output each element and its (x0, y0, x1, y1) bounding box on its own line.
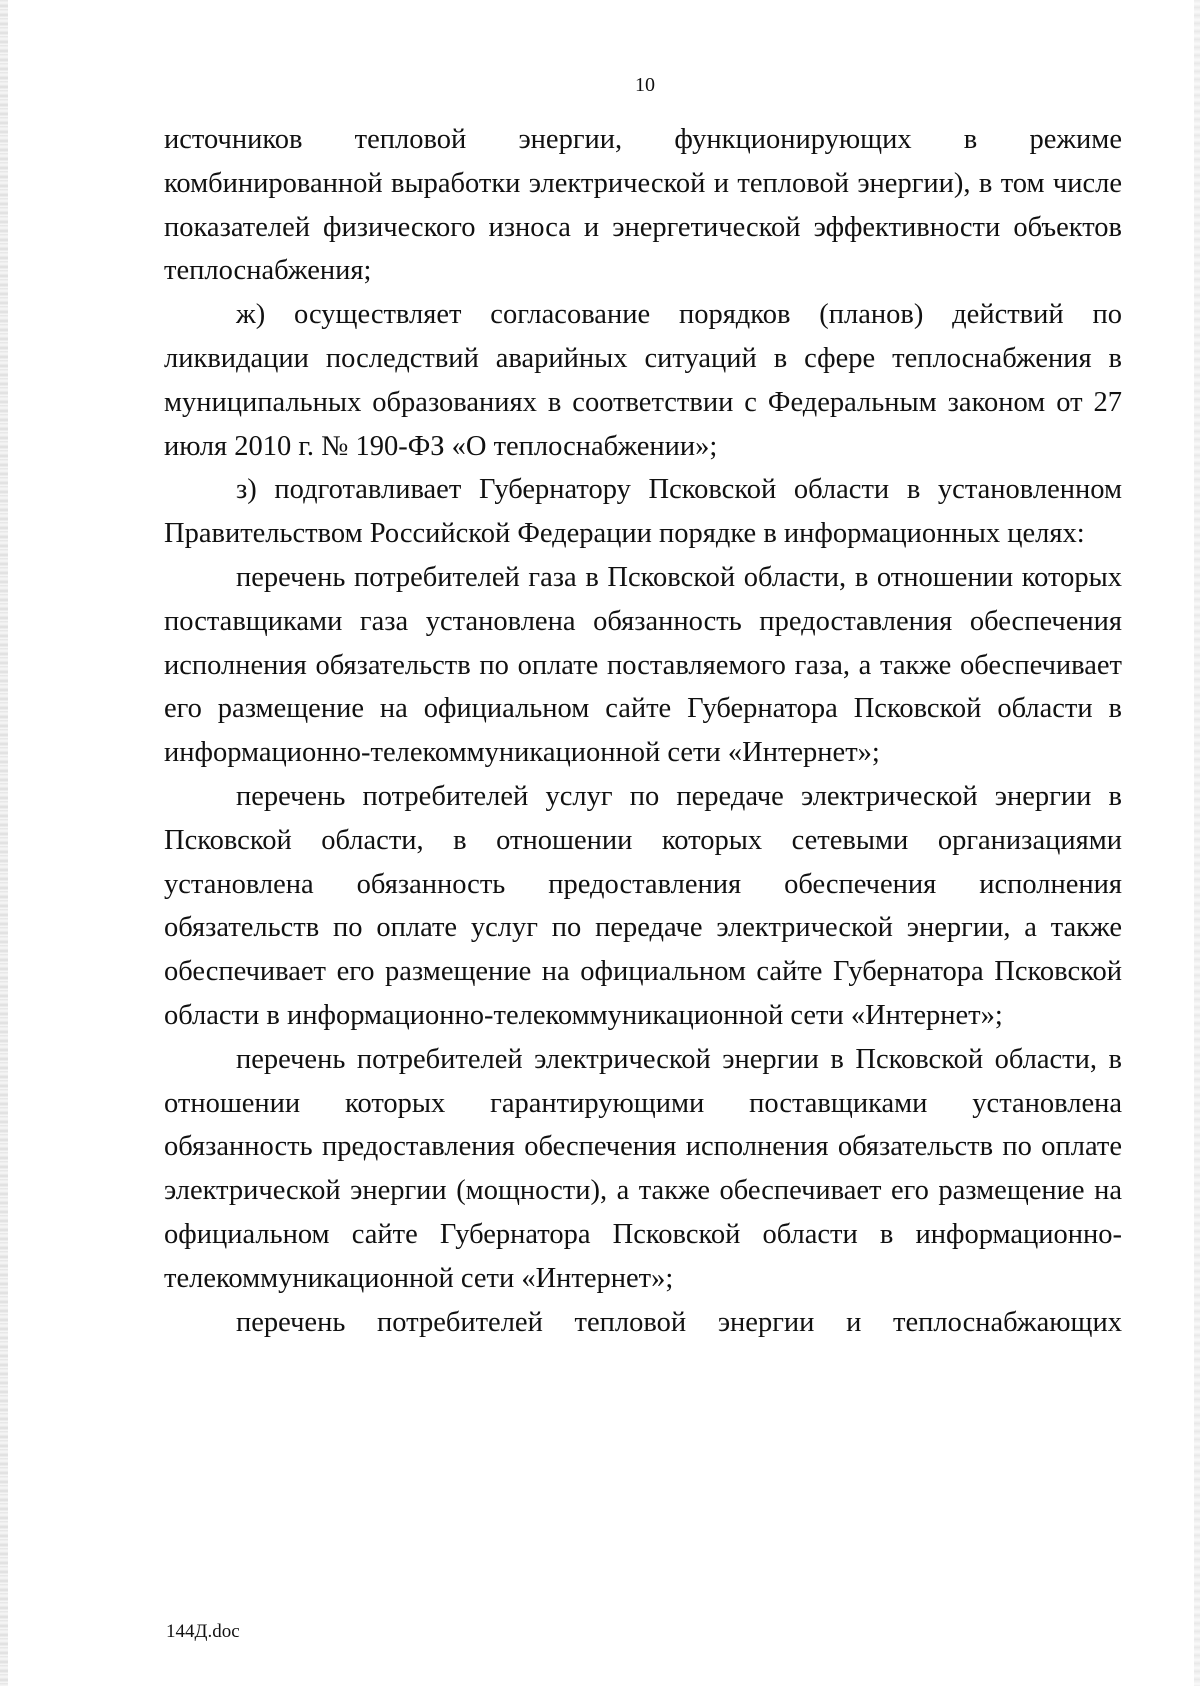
paragraph-item-zh: ж) осуществляет согласование порядков (планов) действий по ликвидации последствий аварийных ситуаций в сфере теплоснабжения в муниципальных образованиях в соответствии с Федеральным законом от 27 июля 2010 г. № 190-ФЗ «О теплоснабжении»; (164, 299, 1122, 462)
scan-edge-right (1194, 0, 1200, 1686)
scan-edge-left (0, 0, 8, 1686)
paragraph-heat-consumers: перечень потребителей тепловой энергии и теплоснабжающих (236, 1306, 1122, 1338)
footer-filename: 144Д.doc (166, 1621, 240, 1642)
paragraph-electricity-consumers: перечень потребителей электрической энергии в Псковской области, в отношении которых гарантирующими поставщиками установлена обязанность предоставления обеспечения исполнения обязательств по оплате электрической энергии (мощности), а также обеспечивает его размещение на официальном сайте Губернатора Псковской области в информационно-телекоммуникационной сети «Интернет»; (164, 1043, 1122, 1294)
paragraph-gas-consumers: перечень потребителей газа в Псковской области, в отношении которых поставщиками газа установлена обязанность предоставления обеспечения исполнения обязательств по оплате поставляемого газа, а также обеспечивает его размещение на официальном сайте Губернатора Псковской области в информационно-телекоммуникационной сети «Интернет»; (164, 561, 1122, 769)
paragraph-continuation: источников тепловой энергии, функционирующих в режиме комбинированной выработки электрической и тепловой энергии), в том числе показателей физического износа и энергетической эффективности объектов теплоснабжения; (164, 124, 1122, 287)
page-number: 10 (635, 74, 655, 96)
paragraph-transmission-consumers: перечень потребителей услуг по передаче электрической энергии в Псковской области, в отношении которых сетевыми организациями установлена обязанность предоставления обеспечения исполнения обязательств по оплате услуг по передаче электрической энергии, а также обеспечивает его размещение на официальном сайте Губернатора Псковской области в информационно-телекоммуникационной сети «Интернет»; (164, 780, 1122, 1031)
paragraph-item-z: з) подготавливает Губернатору Псковской области в установленном Правительством Российской Федерации порядке в информационных целях: (164, 474, 1122, 550)
document-body (164, 118, 1122, 1344)
